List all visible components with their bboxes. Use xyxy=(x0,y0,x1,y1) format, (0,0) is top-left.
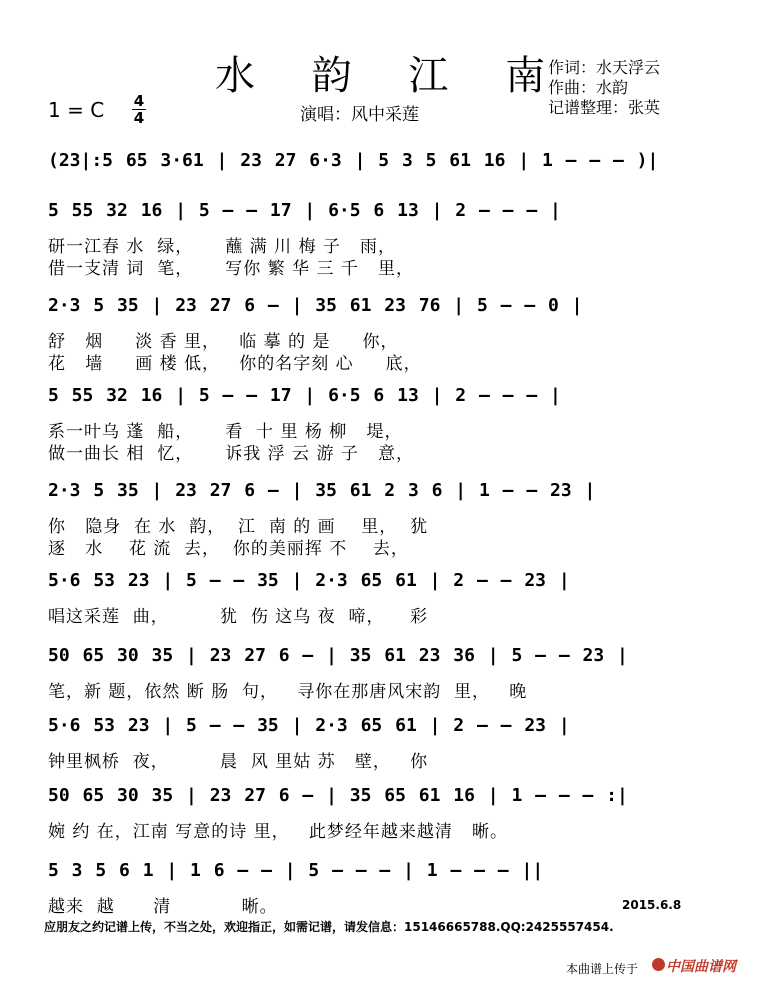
lyric-line: 笔，新 题，依然 断 肠 句， 寻你在那唐风宋韵 里， 晚 xyxy=(48,682,528,702)
lyric-line: 舒 烟 淡 香 里， 临 摹 的 是 你， xyxy=(48,332,399,352)
lyric-line: 你 隐身 在 水 韵， 江 南 的 画 里， 犹 xyxy=(48,517,429,537)
upload-text: 本曲谱上传于 xyxy=(566,962,639,976)
notation-line: 2·3 5 35 | 23 27 6 — | 35 61 2 3 6 | 1 — — 23 | xyxy=(48,480,596,501)
notation-line: 5·6 53 23 | 5 — — 35 | 2·3 65 61 | 2 — — 23 | xyxy=(48,715,570,736)
song-title: 水 韵 江 南 xyxy=(215,53,568,99)
time-signature-top: 4 xyxy=(133,92,145,110)
notation-line: 2·3 5 35 | 23 27 6 — | 35 61 23 76 | 5 — — 0 | xyxy=(48,295,583,316)
notation-line: 50 65 30 35 | 23 27 6 — | 35 65 61 16 | 1 — — — :| xyxy=(48,785,628,806)
lyric-line: 唱这采莲 曲， 犹 伤 这乌 夜 啼， 彩 xyxy=(48,607,429,627)
notation-line: 5 55 32 16 | 5 — — 17 | 6·5 6 13 | 2 — — — | xyxy=(48,385,561,406)
composer: 作曲：水韵 xyxy=(548,78,629,97)
credits xyxy=(548,58,660,118)
notation-line: 50 65 30 35 | 23 27 6 — | 35 61 23 36 | 5 — — 23 | xyxy=(48,645,628,666)
time-signature xyxy=(132,94,146,125)
key-signature: 1 = C xyxy=(48,98,105,122)
lyric-line: 做一曲长 相 忆， 诉我 浮 云 游 子 意， xyxy=(48,444,415,464)
notation-line: 5 55 32 16 | 5 — — 17 | 6·5 6 13 | 2 — — — | xyxy=(48,200,561,221)
singer: 演唱：风中采莲 xyxy=(300,105,419,125)
date: 2015.6.8 xyxy=(622,898,682,912)
lyricist: 作词：水天浮云 xyxy=(548,58,661,77)
lyric-line: 钟里枫桥 夜， 晨 风 里姑 苏 壁， 你 xyxy=(48,752,429,772)
notation-line: 5 3 5 6 1 | 1 6 — — | 5 — — — | 1 — — — || xyxy=(48,860,544,881)
notation-line: (23|:5 65 3·61 | 23 27 6·3 | 5 3 5 61 16 | 1 — — — )| xyxy=(48,150,659,171)
lyric-line: 研一江春 水 绿， 蘸 满 川 梅 子 雨， xyxy=(48,237,397,257)
time-signature-bottom: 4 xyxy=(133,109,145,127)
lyric-line: 越来 越 清 晰。 xyxy=(48,897,278,917)
notation-line: 5·6 53 23 | 5 — — 35 | 2·3 65 61 | 2 — — 23 | xyxy=(48,570,570,591)
lyric-line: 逐 水 花 流 去， 你的美丽挥 不 去， xyxy=(48,539,409,559)
site-logo: 中国曲谱网 xyxy=(666,959,736,975)
lyric-line: 花 墙 画 楼 低， 你的名字刻 心 底， xyxy=(48,354,422,374)
arranger: 记谱整理：张英 xyxy=(548,98,661,117)
lyric-line: 婉 约 在，江南 写意的诗 里， 此梦经年越来越清 晰。 xyxy=(48,822,509,842)
footer-note: 应朋友之约记谱上传，不当之处，欢迎指正，如需记谱，请发信息：15146665788.QQ:2425557454. xyxy=(44,920,614,934)
lyric-line: 借一支清 词 笔， 写你 繁 华 三 千 里， xyxy=(48,259,415,279)
lyric-line: 系一叶乌 蓬 船， 看 十 里 杨 柳 堤， xyxy=(48,422,403,442)
logo-icon xyxy=(652,958,665,971)
